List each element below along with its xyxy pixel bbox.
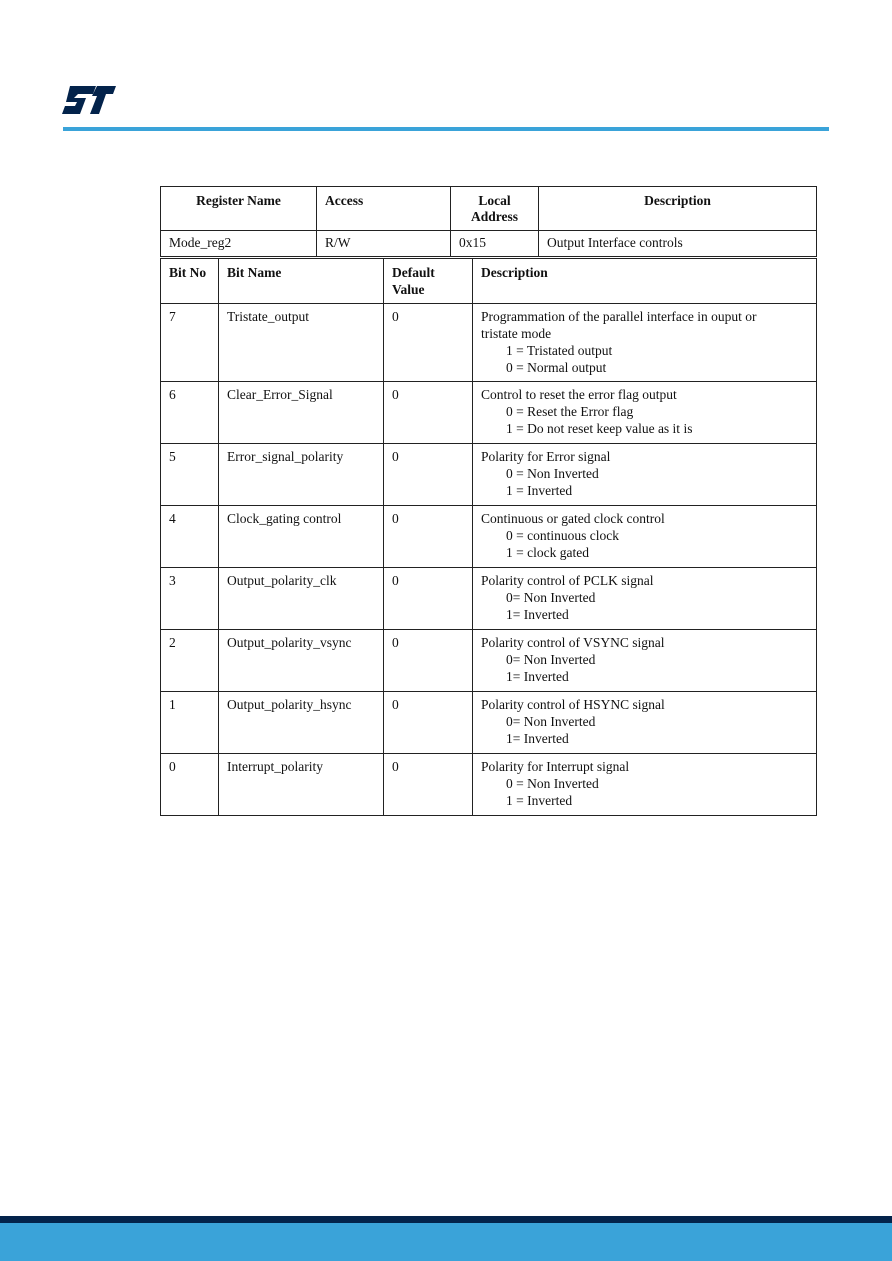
bit-row [161,754,817,816]
bit-default-value: 0 [384,568,473,630]
register-name-value: Mode_reg2 [161,231,317,257]
description-line: Polarity for Error signal [481,449,611,464]
option-line: 0= Non Inverted [506,652,596,667]
register-description-value: Output Interface controls [539,231,817,257]
bit-number: 6 [161,382,219,444]
bit-description [473,382,817,444]
bit-no-header: Bit No [161,259,219,304]
option-line: 1= Inverted [506,669,569,684]
bit-name: Interrupt_polarity [219,754,384,816]
bit-description [473,304,817,382]
register-value-row [161,231,817,257]
description-line: Polarity control of VSYNC signal [481,635,665,650]
footer-band-dark [0,1216,892,1223]
local-address-value: 0x15 [451,231,539,257]
option-line: 1 = Inverted [506,793,573,808]
st-logo-icon [62,84,116,116]
bit-row [161,304,817,382]
bit-description [473,444,817,506]
option-line: 1 = Inverted [506,483,573,498]
bit-description [473,568,817,630]
default-value-header: Default Value [384,259,473,304]
bit-default-value: 0 [384,304,473,382]
bit-description [473,754,817,816]
bit-default-value: 0 [384,444,473,506]
bit-name: Clear_Error_Signal [219,382,384,444]
bit-description [473,692,817,754]
bit-number: 1 [161,692,219,754]
bit-name: Output_polarity_vsync [219,630,384,692]
access-value: R/W [317,231,451,257]
bit-name-header: Bit Name [219,259,384,304]
bit-default-value: 0 [384,506,473,568]
option-line: 1 = Tristated output [506,343,613,358]
bit-description-header: Description [473,259,817,304]
bit-name: Tristate_output [219,304,384,382]
bit-name: Output_polarity_clk [219,568,384,630]
description-line: Continuous or gated clock control [481,511,665,526]
register-name-header: Register Name [161,187,317,231]
option-line: 1 = Do not reset keep value as it is [506,421,693,436]
option-line: 0 = Non Inverted [506,466,599,481]
option-line: 1= Inverted [506,607,569,622]
bit-default-value: 0 [384,630,473,692]
option-line: 0 = Non Inverted [506,776,599,791]
bit-number: 2 [161,630,219,692]
description-line: Polarity control of PCLK signal [481,573,654,588]
description-line: Polarity control of HSYNC signal [481,697,665,712]
bit-field-table [160,258,817,816]
option-line: 0 = Reset the Error flag [506,404,634,419]
bit-default-value: 0 [384,754,473,816]
bit-number: 5 [161,444,219,506]
bit-name: Error_signal_polarity [219,444,384,506]
description-line: Control to reset the error flag output [481,387,677,402]
bit-description [473,630,817,692]
description-line: tristate mode [481,326,552,341]
bit-header-row [161,259,817,304]
bit-name: Output_polarity_hsync [219,692,384,754]
register-header-row [161,187,817,231]
bit-row [161,506,817,568]
option-line: 0 = Normal output [506,360,607,375]
header-rule [63,127,829,131]
register-table [160,186,817,257]
option-line: 1= Inverted [506,731,569,746]
bit-default-value: 0 [384,692,473,754]
bit-description [473,506,817,568]
bit-name: Clock_gating control [219,506,384,568]
bit-number: 3 [161,568,219,630]
option-line: 0= Non Inverted [506,714,596,729]
bit-number: 4 [161,506,219,568]
footer-band [0,1223,892,1261]
local-address-header: Local Address [451,187,539,231]
option-line: 0= Non Inverted [506,590,596,605]
description-line: Programmation of the parallel interface in ouput or [481,309,757,324]
bit-row [161,444,817,506]
option-line: 1 = clock gated [506,545,589,560]
option-line: 0 = continuous clock [506,528,619,543]
bit-row [161,692,817,754]
bit-number: 0 [161,754,219,816]
bit-row [161,382,817,444]
bit-rows [161,304,817,816]
access-header: Access [317,187,451,231]
bit-row [161,630,817,692]
register-description-header: Description [539,187,817,231]
bit-row [161,568,817,630]
description-line: Polarity for Interrupt signal [481,759,630,774]
bit-number: 7 [161,304,219,382]
bit-default-value: 0 [384,382,473,444]
